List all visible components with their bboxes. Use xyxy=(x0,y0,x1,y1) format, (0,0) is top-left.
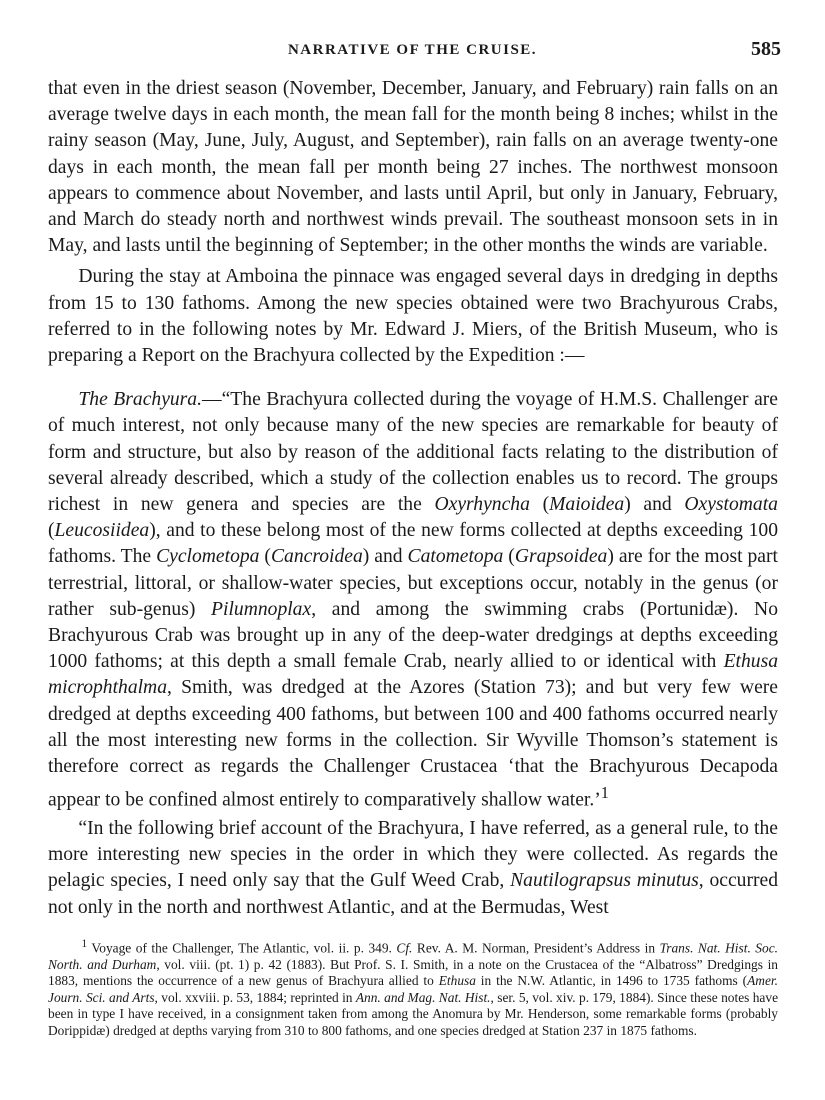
text-run: ) and xyxy=(362,546,408,568)
text-run: ) are for the most part terrestrial, littoral, or shallow-water species, but exceptions occur, notably in the genus (or rather sub-genus) xyxy=(48,546,778,620)
text-run-italic: Amer. Journ. Sci. and Arts xyxy=(48,973,778,1005)
paragraph-text: During the stay at Amboina the pinnace was engaged several days in dredging in depths from 15 to 130 fathoms. Among the new species obtained were two Brachyurous Crabs, referred to in the following notes by Mr. Edward J. Miers, of the British Museum, who is preparing a Report on the Brachyura collected by the Expedition :— xyxy=(48,266,778,367)
text-run: Rev. A. M. Norman, President’s Address in xyxy=(412,940,660,956)
taxon-name: Maioidea xyxy=(549,494,625,516)
taxon-name: Cyclometopa xyxy=(156,546,260,568)
running-title: NARRATIVE OF THE CRUISE. xyxy=(287,42,538,58)
text-run: Voyage of the Challenger, The Atlantic, vol. ii. p. 349. xyxy=(87,940,397,956)
text-run: ( xyxy=(503,546,515,568)
taxon-name: Pilumnoplax xyxy=(211,598,312,620)
taxon-name: Oxystomata xyxy=(684,494,778,516)
text-run: “In the following brief account of the Brachyura, I have referred, as a general rule, to the more interesting new species in the order in which they were collected. As regards the pelagic species, I need only say that the Gulf Weed Crab, xyxy=(48,818,778,892)
taxon-name: Cancroidea xyxy=(270,546,363,568)
footnote-1 xyxy=(48,936,778,1039)
text-run: in the N.W. Atlantic, in 1496 to 1735 fathoms ( xyxy=(475,973,748,989)
footnotes xyxy=(48,936,778,1039)
taxon-name: Nautilograpsus minutus xyxy=(510,870,699,892)
text-run: ( xyxy=(259,546,271,568)
section-lead: The Brachyura. xyxy=(78,389,203,411)
text-run: , Smith, was dredged at the Azores (Station 73); and but very few were dredged at depths exceeding 400 fathoms, but between 100 and 400 fathoms occurred nearly all the most interesting new forms in the collection. Sir Wyville Thomson’s statement is therefore correct as regards the Challenger Crustacea ‘that the Brachyurous Decapoda appear to be confined almost entirely to comparatively shallow water.’ xyxy=(48,677,778,811)
taxon-name: Oxyrhyncha xyxy=(434,494,530,516)
text-run-italic: Cf. xyxy=(396,940,413,956)
paragraph-brief-account xyxy=(48,816,778,921)
text-run-italic: Ann. and Mag. Nat. Hist. xyxy=(355,989,491,1005)
taxon-name: Catometopa xyxy=(407,546,504,568)
text-run: , vol. xxviii. p. 53, 1884; reprinted in xyxy=(154,989,356,1005)
text-run: , and among the swimming crabs (Portunidæ). No Brachyurous Crab was brought up in any of the deep-water dredgings at depths exceeding 1000 fathoms; at this depth a small female Crab, nearly allied to or identical with xyxy=(48,598,778,673)
taxon-name: Grapsoidea xyxy=(514,546,608,568)
taxon-name: Ethusa microphthalma xyxy=(48,651,778,699)
paragraph-climate xyxy=(48,76,778,259)
footnote-reference: 1 xyxy=(600,783,609,803)
paragraph-brachyura xyxy=(48,387,778,814)
text-run: ( xyxy=(529,494,550,516)
text-run: , ser. 5, vol. xiv. p. 179, 1884). Since these notes have been in type I have received, in a consignment taken from among the Anomura by Mr. Henderson, some remarkable forms (probably Dorippidæ) dredged at depths varying from 310 to 800 fathoms, and one species dredged at Station 237 in 1875 fathoms. xyxy=(48,989,779,1038)
page-number: 585 xyxy=(751,38,781,60)
text-run-italic: Ethusa xyxy=(438,973,476,989)
page-header xyxy=(0,38,825,68)
taxon-name: Leucosiidea xyxy=(54,520,150,542)
text-run: —“The Brachyura collected during the voyage of H.M.S. Challenger are of much interest, not only because many of the new species are remarkable for beauty of form and structure, but also by reason of the additional facts relating to the distribution of several already described, which a study of the collection enables us to record. The groups richest in new genera and species are the xyxy=(48,389,778,516)
text-run: , occurred not only in the north and northwest Atlantic, and at the Bermudas, West xyxy=(48,870,779,918)
text-run: ( xyxy=(48,520,55,542)
text-run: ) and xyxy=(624,494,685,516)
body-text xyxy=(48,76,778,921)
text-run-italic: Trans. Nat. Hist. Soc. North. and Durham xyxy=(48,940,778,972)
text-run: ), and to these belong most of the new forms collected at depths exceeding 100 fathoms. The xyxy=(48,520,778,568)
footnote-marker: 1 xyxy=(81,938,88,950)
paragraph-text: that even in the driest season (November, December, January, and February) rain falls on an average twelve days in each month, the mean fall for the month being 8 inches; whilst in the rainy season (May, June, July, August, and September), rain falls on an average twenty-one days in each month, the mean fall per month being 27 inches. The northwest monsoon appears to commence about November, and lasts until April, but only in January, February, and March do steady north and northwest winds prevail. The southeast monsoon sets in in May, and lasts until the beginning of September; in the other months the winds are variable. xyxy=(48,78,778,257)
text-run: , vol. viii. (pt. 1) p. 42 (1883). But Prof. S. I. Smith, in a note on the Crustacea of the “Albatross” Dredgings in 1883, mentions the occurrence of a new genus of Brachyura allied to xyxy=(48,956,779,989)
paragraph-amboina-dredging xyxy=(48,264,778,369)
